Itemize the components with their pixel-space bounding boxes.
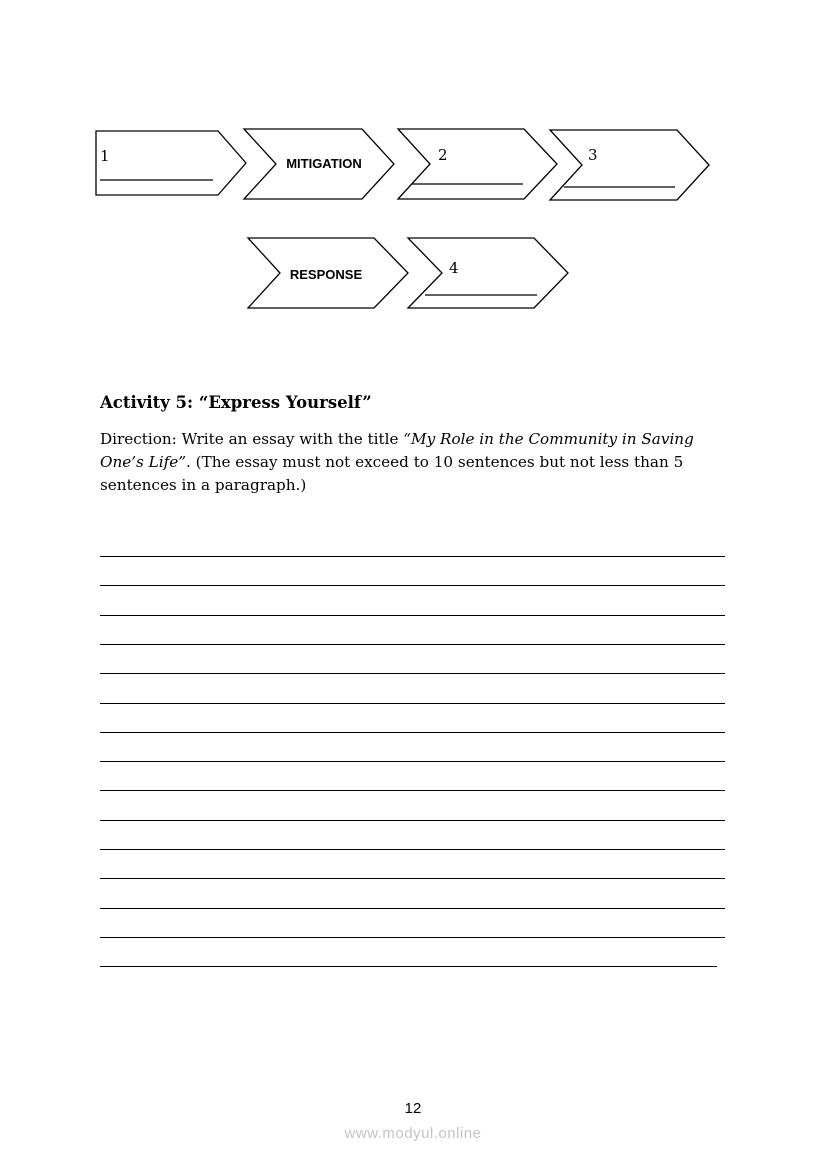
direction-rest-1: . (The essay must not exceed to 10 sentences but not less than 5 bbox=[186, 453, 684, 471]
step-2-chevron bbox=[398, 129, 557, 199]
answer-line[interactable] bbox=[100, 966, 717, 967]
answer-line[interactable] bbox=[100, 556, 725, 557]
answer-line[interactable] bbox=[100, 820, 725, 821]
answer-line[interactable] bbox=[100, 878, 725, 879]
page-number: 12 bbox=[404, 1100, 422, 1117]
direction-line-3: sentences in a paragraph.) bbox=[100, 476, 307, 494]
essay-title-part-2: One’s Life” bbox=[100, 453, 186, 471]
answer-line[interactable] bbox=[100, 908, 725, 909]
response-label: RESPONSE bbox=[289, 267, 363, 282]
activity-direction bbox=[100, 428, 725, 497]
answer-line[interactable] bbox=[100, 849, 725, 850]
answer-line[interactable] bbox=[100, 644, 725, 645]
step-2-number: 2 bbox=[438, 146, 448, 164]
direction-prefix: Direction: Write an essay with the title bbox=[100, 430, 404, 448]
step-3-chevron bbox=[550, 130, 709, 200]
watermark: www.modyul.online bbox=[344, 1125, 482, 1142]
answer-line[interactable] bbox=[100, 761, 725, 762]
answer-line[interactable] bbox=[100, 585, 725, 586]
direction-line-2 bbox=[100, 451, 725, 474]
step-1-number: 1 bbox=[100, 147, 110, 165]
step-1-box bbox=[96, 131, 246, 195]
mitigation-label: MITIGATION bbox=[286, 156, 362, 171]
answer-line[interactable] bbox=[100, 673, 725, 674]
answer-line[interactable] bbox=[100, 732, 725, 733]
answer-line[interactable] bbox=[100, 790, 725, 791]
step-4-chevron bbox=[408, 238, 568, 308]
flow-diagram bbox=[0, 0, 826, 340]
essay-title-part-1: “My Role in the Community in Saving bbox=[403, 430, 694, 448]
step-3-number: 3 bbox=[588, 146, 598, 164]
answer-line[interactable] bbox=[100, 937, 725, 938]
direction-line-1 bbox=[100, 428, 725, 451]
answer-line[interactable] bbox=[100, 703, 725, 704]
step-4-number: 4 bbox=[449, 259, 459, 277]
answer-line[interactable] bbox=[100, 615, 725, 616]
activity-title: Activity 5: “Express Yourself” bbox=[100, 393, 372, 412]
